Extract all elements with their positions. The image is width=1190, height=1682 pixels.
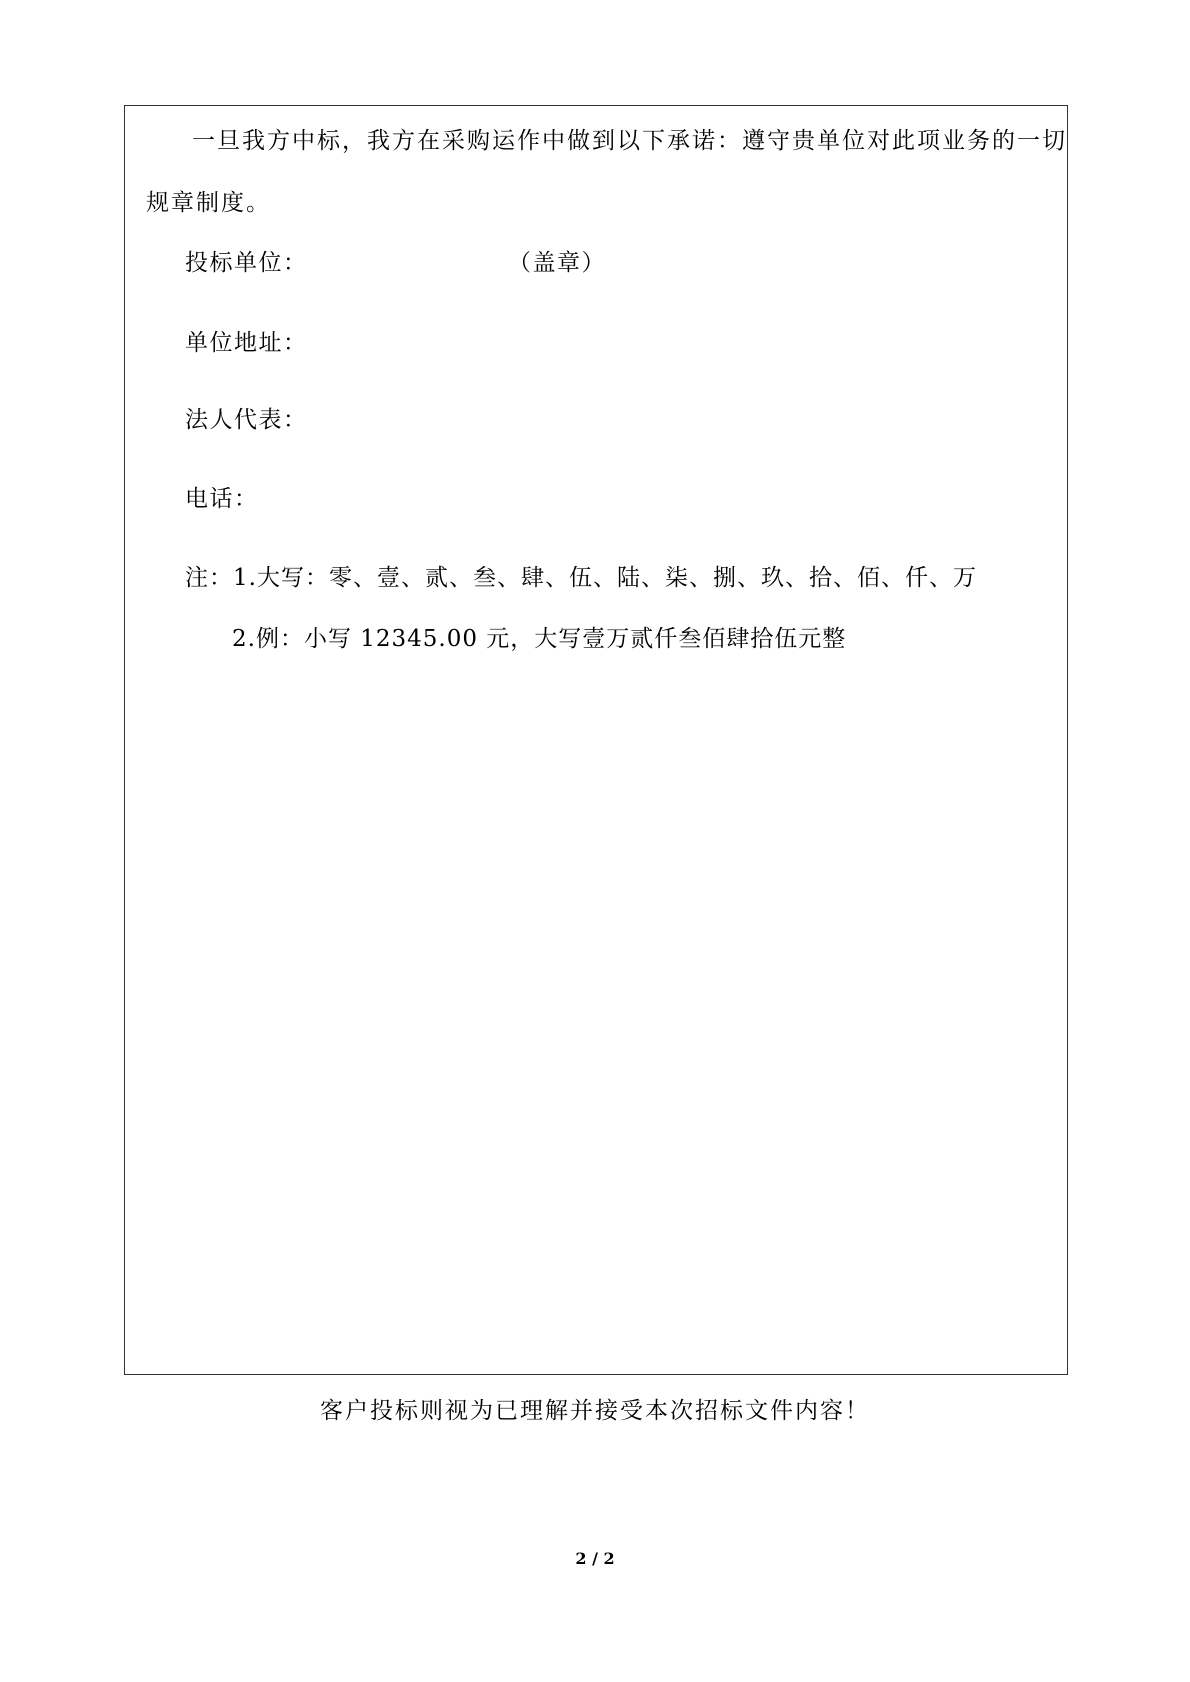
- bidder-label: 投标单位：: [185, 250, 308, 276]
- note-example: 2.例：小写 12345.00 元，大写壹万贰仟叁佰肆拾伍元整: [232, 626, 847, 652]
- commitment-line-2: 规章制度。: [146, 190, 271, 216]
- commitment-line-1: 一旦我方中标，我方在采购运作中做到以下承诺：遵守贵单位对此项业务的一切: [192, 128, 1067, 154]
- address-label: 单位地址：: [185, 330, 308, 356]
- legal-representative-label: 法人代表：: [185, 407, 308, 433]
- bidder-field: [185, 248, 606, 278]
- note-uppercase-numerals: 注：1.大写：零、壹、贰、叁、肆、伍、陆、柒、捌、玖、拾、佰、仟、万: [185, 565, 977, 591]
- footer-statement: 客户投标则视为已理解并接受本次招标文件内容！: [320, 1398, 870, 1424]
- seal-label: （盖章）: [508, 250, 606, 276]
- page-number: 2 / 2: [575, 1549, 615, 1568]
- form-frame: [124, 105, 1068, 1375]
- phone-label: 电话：: [185, 486, 259, 512]
